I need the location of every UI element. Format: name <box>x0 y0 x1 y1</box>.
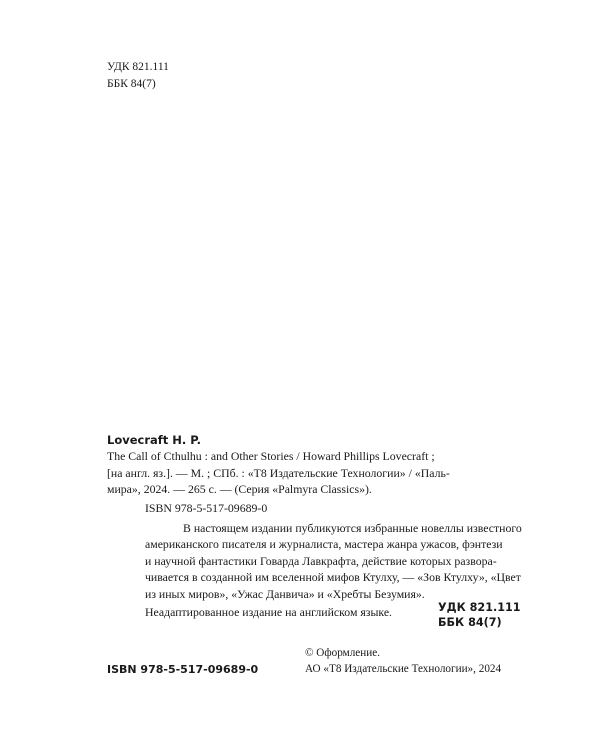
annotation <box>107 520 522 602</box>
copyright-notice <box>305 645 501 677</box>
publication-statement: [на англ. яз.]. — М. ; СПб. : «Т8 Издательские Технологии» / «Паль- <box>107 465 450 480</box>
classification-codes-top <box>107 59 169 93</box>
bbk-code: ББК 84(7) <box>438 616 502 629</box>
annotation-line: и научной фантастики Говарда Лавкрафта, действие которых развора- <box>145 553 497 568</box>
annotation-line: В настоящем издании публикуются избранные новеллы известного <box>183 521 522 536</box>
bibliographic-record <box>107 432 522 620</box>
isbn-bottom: ISBN 978-5-517-09689-0 <box>107 663 259 676</box>
annotation-line: чивается в созданной им вселенной мифов Ктулху, — «Зов Ктулху», «Цвет <box>145 570 521 585</box>
author-heading: Lovecraft H. P. <box>107 433 201 447</box>
title-statement: The Call of Cthulhu : and Other Stories / Howard Phillips Lovecraft ; <box>107 449 435 464</box>
bbk-code: ББК 84(7) <box>107 78 156 90</box>
copyright-design: © Оформление. <box>305 647 381 659</box>
udk-code: УДК 821.111 <box>107 61 169 73</box>
series-statement: мира», 2024. — 265 с. — (Серия «Palmyra Classics»). <box>107 482 372 497</box>
edition-note: Неадаптированное издание на английском языке. <box>145 605 393 620</box>
annotation-line: из иных миров», «Ужас Данвича» и «Хребты Безумия». <box>145 586 425 601</box>
udk-code: УДК 821.111 <box>438 601 521 614</box>
copyright-publisher: АО «Т8 Издательские Технологии», 2024 <box>305 663 502 675</box>
annotation-line: американского писателя и журналиста, мастера жанра ужасов, фэнтези <box>145 537 503 552</box>
isbn-line: ISBN 978-5-517-09689-0 <box>145 500 268 515</box>
classification-codes-right <box>438 600 521 630</box>
